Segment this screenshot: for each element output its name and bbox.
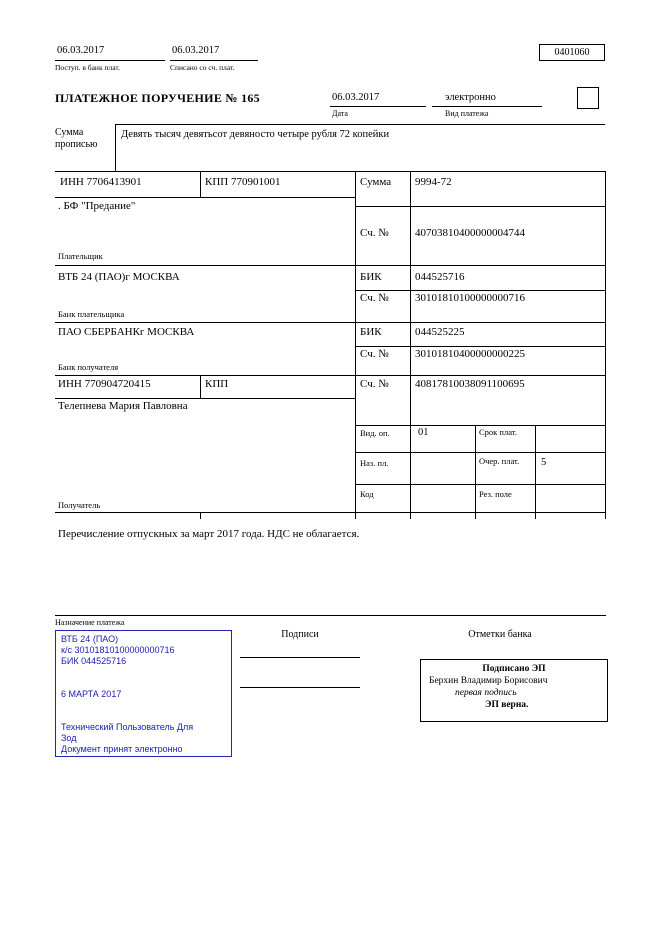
payment-order-label: Очер. плат. xyxy=(479,456,520,466)
payment-purpose-code-label: Наз. пл. xyxy=(360,458,389,468)
stamp-line: ВТБ 24 (ПАО) xyxy=(61,634,119,644)
stamp-line xyxy=(61,667,226,678)
payer-name: . БФ "Предание" xyxy=(58,200,136,212)
payment-type: электронно xyxy=(445,92,496,103)
payer-bank-account-label: Сч. № xyxy=(360,292,389,304)
payer-section-label: Плательщик xyxy=(58,251,103,261)
payer-bank-bik-label: БИК xyxy=(360,271,382,283)
stamp-line: Документ принят электронно xyxy=(61,744,183,754)
payer-bank-section-label: Банк плательщика xyxy=(58,309,125,319)
divider xyxy=(200,375,201,398)
tick-mark xyxy=(200,512,201,519)
stamp-line: БИК 044525716 xyxy=(61,656,127,666)
payer-kpp: КПП 770901001 xyxy=(205,176,281,188)
payer-inn: ИНН 7706413901 xyxy=(60,176,142,188)
bank-marks-title: Отметки банка xyxy=(468,629,532,640)
payer-account: 40703810400000004744 xyxy=(415,227,525,239)
signatures-title: Подписи xyxy=(281,629,319,640)
divider xyxy=(170,60,258,61)
esign-title: Подписано ЭП xyxy=(482,664,546,674)
divider xyxy=(355,452,606,453)
payer-account-label: Сч. № xyxy=(360,227,389,239)
divider xyxy=(535,425,536,512)
esign-name: Берхин Владимир Борисович xyxy=(429,676,548,686)
divider xyxy=(115,124,605,125)
payee-bank-bik: 044525225 xyxy=(415,326,465,338)
payment-purpose-label: Назначение платежа xyxy=(55,618,125,627)
payee-bank-account: 30101810400000000225 xyxy=(415,348,525,360)
payee-bank-account-label: Сч. № xyxy=(360,348,389,360)
divider xyxy=(55,512,606,513)
divider xyxy=(475,425,476,512)
tick-mark xyxy=(355,512,356,519)
payee-name: Телепнева Мария Павловна xyxy=(58,400,188,412)
stamp-line: к/с 30101810100000000716 xyxy=(61,645,175,655)
stamp-line: Зод xyxy=(61,733,77,743)
divider xyxy=(330,106,426,107)
payment-type-checkbox xyxy=(577,87,599,109)
amount-in-words: Девять тысяч девятьсот девяносто четыре рубля 72 копейки xyxy=(121,129,390,140)
divider xyxy=(355,290,606,291)
stamp-line: 6 МАРТА 2017 xyxy=(61,689,122,699)
document-title: ПЛАТЕЖНОЕ ПОРУЧЕНИЕ № 165 xyxy=(55,91,260,105)
divider xyxy=(115,124,116,171)
esign-validity: ЭП верна. xyxy=(485,700,529,710)
divider xyxy=(355,171,356,512)
reserve-field-label: Рез. поле xyxy=(479,489,512,499)
divider xyxy=(605,171,606,512)
signature-line xyxy=(240,687,360,688)
tick-mark xyxy=(535,512,536,519)
divider xyxy=(55,265,606,266)
payment-type-label: Вид платежа xyxy=(445,109,489,118)
divider xyxy=(55,615,606,616)
esign-role: первая подпись xyxy=(455,688,517,698)
payment-purpose-text: Перечисление отпускных за март 2017 года. НДС не облагается. xyxy=(58,528,360,540)
bank-stamp xyxy=(55,630,232,757)
code-label: Код xyxy=(360,489,374,499)
payee-bank-section-label: Банк получателя xyxy=(58,362,119,372)
divider xyxy=(410,171,411,512)
divider xyxy=(55,398,355,399)
payee-inn: ИНН 770904720415 xyxy=(58,378,151,390)
tick-mark xyxy=(475,512,476,519)
divider xyxy=(355,484,606,485)
payee-kpp-label: КПП xyxy=(205,378,229,390)
tick-mark xyxy=(410,512,411,519)
divider xyxy=(200,171,201,197)
document-date-label: Дата xyxy=(332,109,348,118)
sum-label: Сумма xyxy=(360,176,392,188)
divider xyxy=(55,322,606,323)
signature-line xyxy=(240,657,360,658)
payment-order-value: 5 xyxy=(541,457,547,468)
payee-bank-bik-label: БИК xyxy=(360,326,382,338)
payment-term-label: Срок плат. xyxy=(479,427,517,437)
payee-section-label: Получатель xyxy=(58,500,101,510)
stamp-line xyxy=(61,700,226,711)
divider xyxy=(355,206,606,207)
stamp-line: Технический Пользователь Для xyxy=(61,722,194,732)
form-code-box: 0401060 xyxy=(539,44,605,61)
divider xyxy=(355,346,606,347)
stamp-line xyxy=(61,711,226,722)
payee-bank-name: ПАО СБЕРБАНКг МОСКВА xyxy=(58,326,195,338)
operation-kind: 01 xyxy=(418,427,429,438)
divider xyxy=(55,375,606,376)
payer-bank-bik: 044525716 xyxy=(415,271,465,283)
received-date: 06.03.2017 xyxy=(57,45,105,56)
payee-account: 40817810038091100695 xyxy=(415,378,525,390)
operation-kind-label: Вид. оп. xyxy=(360,428,390,438)
divider xyxy=(55,171,606,172)
divider xyxy=(55,197,355,198)
divider xyxy=(355,425,606,426)
tick-mark xyxy=(605,512,606,519)
amount-in-words-label: Сумма прописью xyxy=(55,127,98,150)
stamp-line xyxy=(61,678,226,689)
payer-bank-account: 30101810100000000716 xyxy=(415,292,525,304)
payee-account-label: Сч. № xyxy=(360,378,389,390)
esign-box xyxy=(420,659,608,722)
debited-date: 06.03.2017 xyxy=(172,45,220,56)
debited-date-label: Списано со сч. плат. xyxy=(170,63,235,72)
divider xyxy=(432,106,542,107)
divider xyxy=(55,60,165,61)
document-date: 06.03.2017 xyxy=(332,92,380,103)
sum-value: 9994-72 xyxy=(415,176,452,188)
received-date-label: Поступ. в банк плат. xyxy=(55,63,120,72)
payer-bank-name: ВТБ 24 (ПАО)г МОСКВА xyxy=(58,271,180,283)
